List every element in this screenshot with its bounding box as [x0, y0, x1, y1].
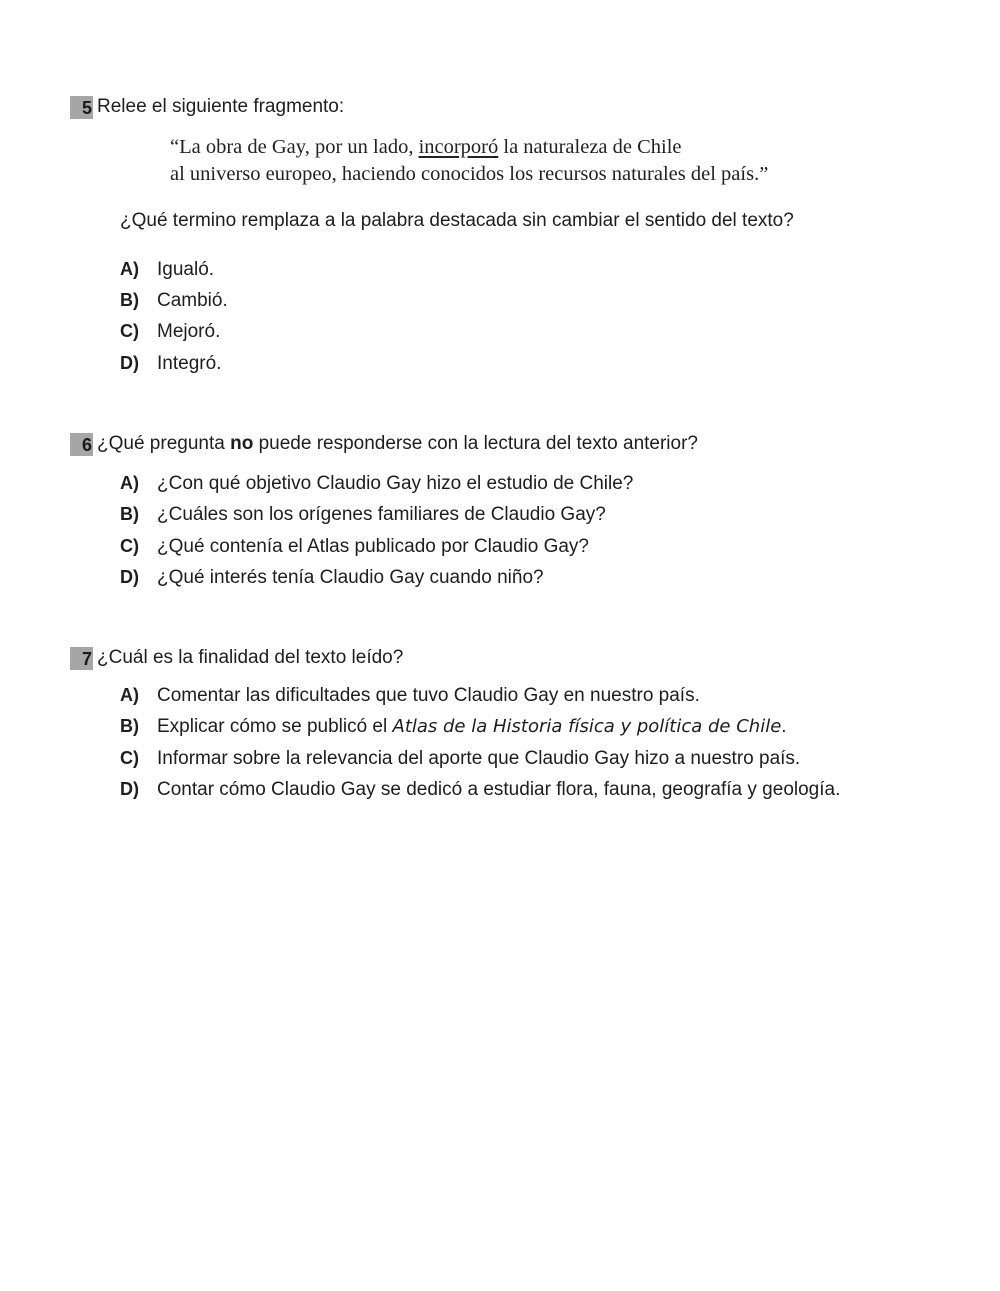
question-prompt: ¿Qué termino remplaza a la palabra destacada sin cambiar el sentido del texto?	[120, 210, 794, 231]
option-letter: A)	[120, 473, 139, 493]
option-text: Informar sobre la relevancia del aporte que Claudio Gay hizo a nuestro país.	[157, 748, 801, 769]
option-text: ¿Cuáles son los orígenes familiares de Claudio Gay?	[157, 504, 606, 525]
option-letter: B)	[120, 504, 139, 524]
option-letter: B)	[120, 716, 139, 736]
option-text: Integró.	[157, 353, 222, 374]
question-text-part: ¿Qué pregunta	[97, 433, 231, 454]
quote-text: la naturaleza de Chile	[498, 136, 682, 158]
option-letter: C)	[120, 536, 139, 556]
option-d[interactable]	[120, 351, 221, 375]
option-letter: D)	[120, 353, 139, 373]
option-a[interactable]	[120, 683, 700, 707]
option-text: Igualó.	[157, 259, 215, 280]
option-letter: A)	[120, 259, 139, 279]
highlighted-word: incorporó	[418, 136, 499, 158]
option-c[interactable]	[120, 746, 800, 770]
option-a[interactable]	[120, 257, 214, 281]
option-letter: D)	[120, 567, 139, 587]
question-text-part: puede responderse con la lectura del texto anterior?	[253, 433, 698, 454]
option-b[interactable]	[120, 714, 787, 738]
option-text: ¿Qué interés tenía Claudio Gay cuando niño?	[157, 567, 544, 588]
option-text: Comentar las dificultades que tuvo Claudio Gay en nuestro país.	[157, 685, 700, 706]
option-text: ¿Qué contenía el Atlas publicado por Claudio Gay?	[157, 536, 589, 557]
option-letter: D)	[120, 779, 139, 799]
option-c[interactable]	[120, 534, 589, 558]
question-text	[97, 433, 698, 455]
question-5-header	[70, 95, 344, 119]
question-number: 6	[70, 433, 93, 456]
option-c[interactable]	[120, 319, 220, 343]
question-number: 5	[70, 96, 93, 119]
option-letter: C)	[120, 321, 139, 341]
quote-line-2: al universo europeo, haciendo conocidos los recursos naturales del país.”	[170, 163, 769, 185]
quote-line-1	[170, 134, 768, 161]
question-text: Relee el siguiente fragmento:	[97, 96, 345, 117]
question-7-header	[70, 646, 403, 670]
option-b[interactable]	[120, 288, 228, 312]
quote-fragment	[170, 134, 768, 188]
option-letter: A)	[120, 685, 139, 705]
question-6-header	[70, 432, 698, 456]
option-b[interactable]	[120, 502, 606, 526]
book-title: Atlas de la Historia física y política de Chile	[392, 716, 782, 737]
option-letter: B)	[120, 290, 139, 310]
option-text: ¿Con qué objetivo Claudio Gay hizo el estudio de Chile?	[157, 473, 634, 494]
emphasized-word: no	[230, 433, 254, 454]
option-d[interactable]	[120, 777, 840, 801]
option-text: Contar cómo Claudio Gay se dedicó a estudiar flora, fauna, geografía y geología.	[157, 779, 841, 800]
option-d[interactable]	[120, 565, 544, 589]
option-text	[157, 716, 787, 737]
quote-text: “La obra de Gay, por un lado,	[170, 136, 419, 158]
option-text-part: .	[781, 716, 787, 737]
question-number: 7	[70, 647, 93, 670]
question-text: ¿Cuál es la finalidad del texto leído?	[97, 647, 404, 668]
option-text: Cambió.	[157, 290, 228, 311]
option-a[interactable]	[120, 471, 633, 495]
option-letter: C)	[120, 748, 139, 768]
option-text: Mejoró.	[157, 321, 221, 342]
option-text-part: Explicar cómo se publicó el	[157, 716, 393, 737]
